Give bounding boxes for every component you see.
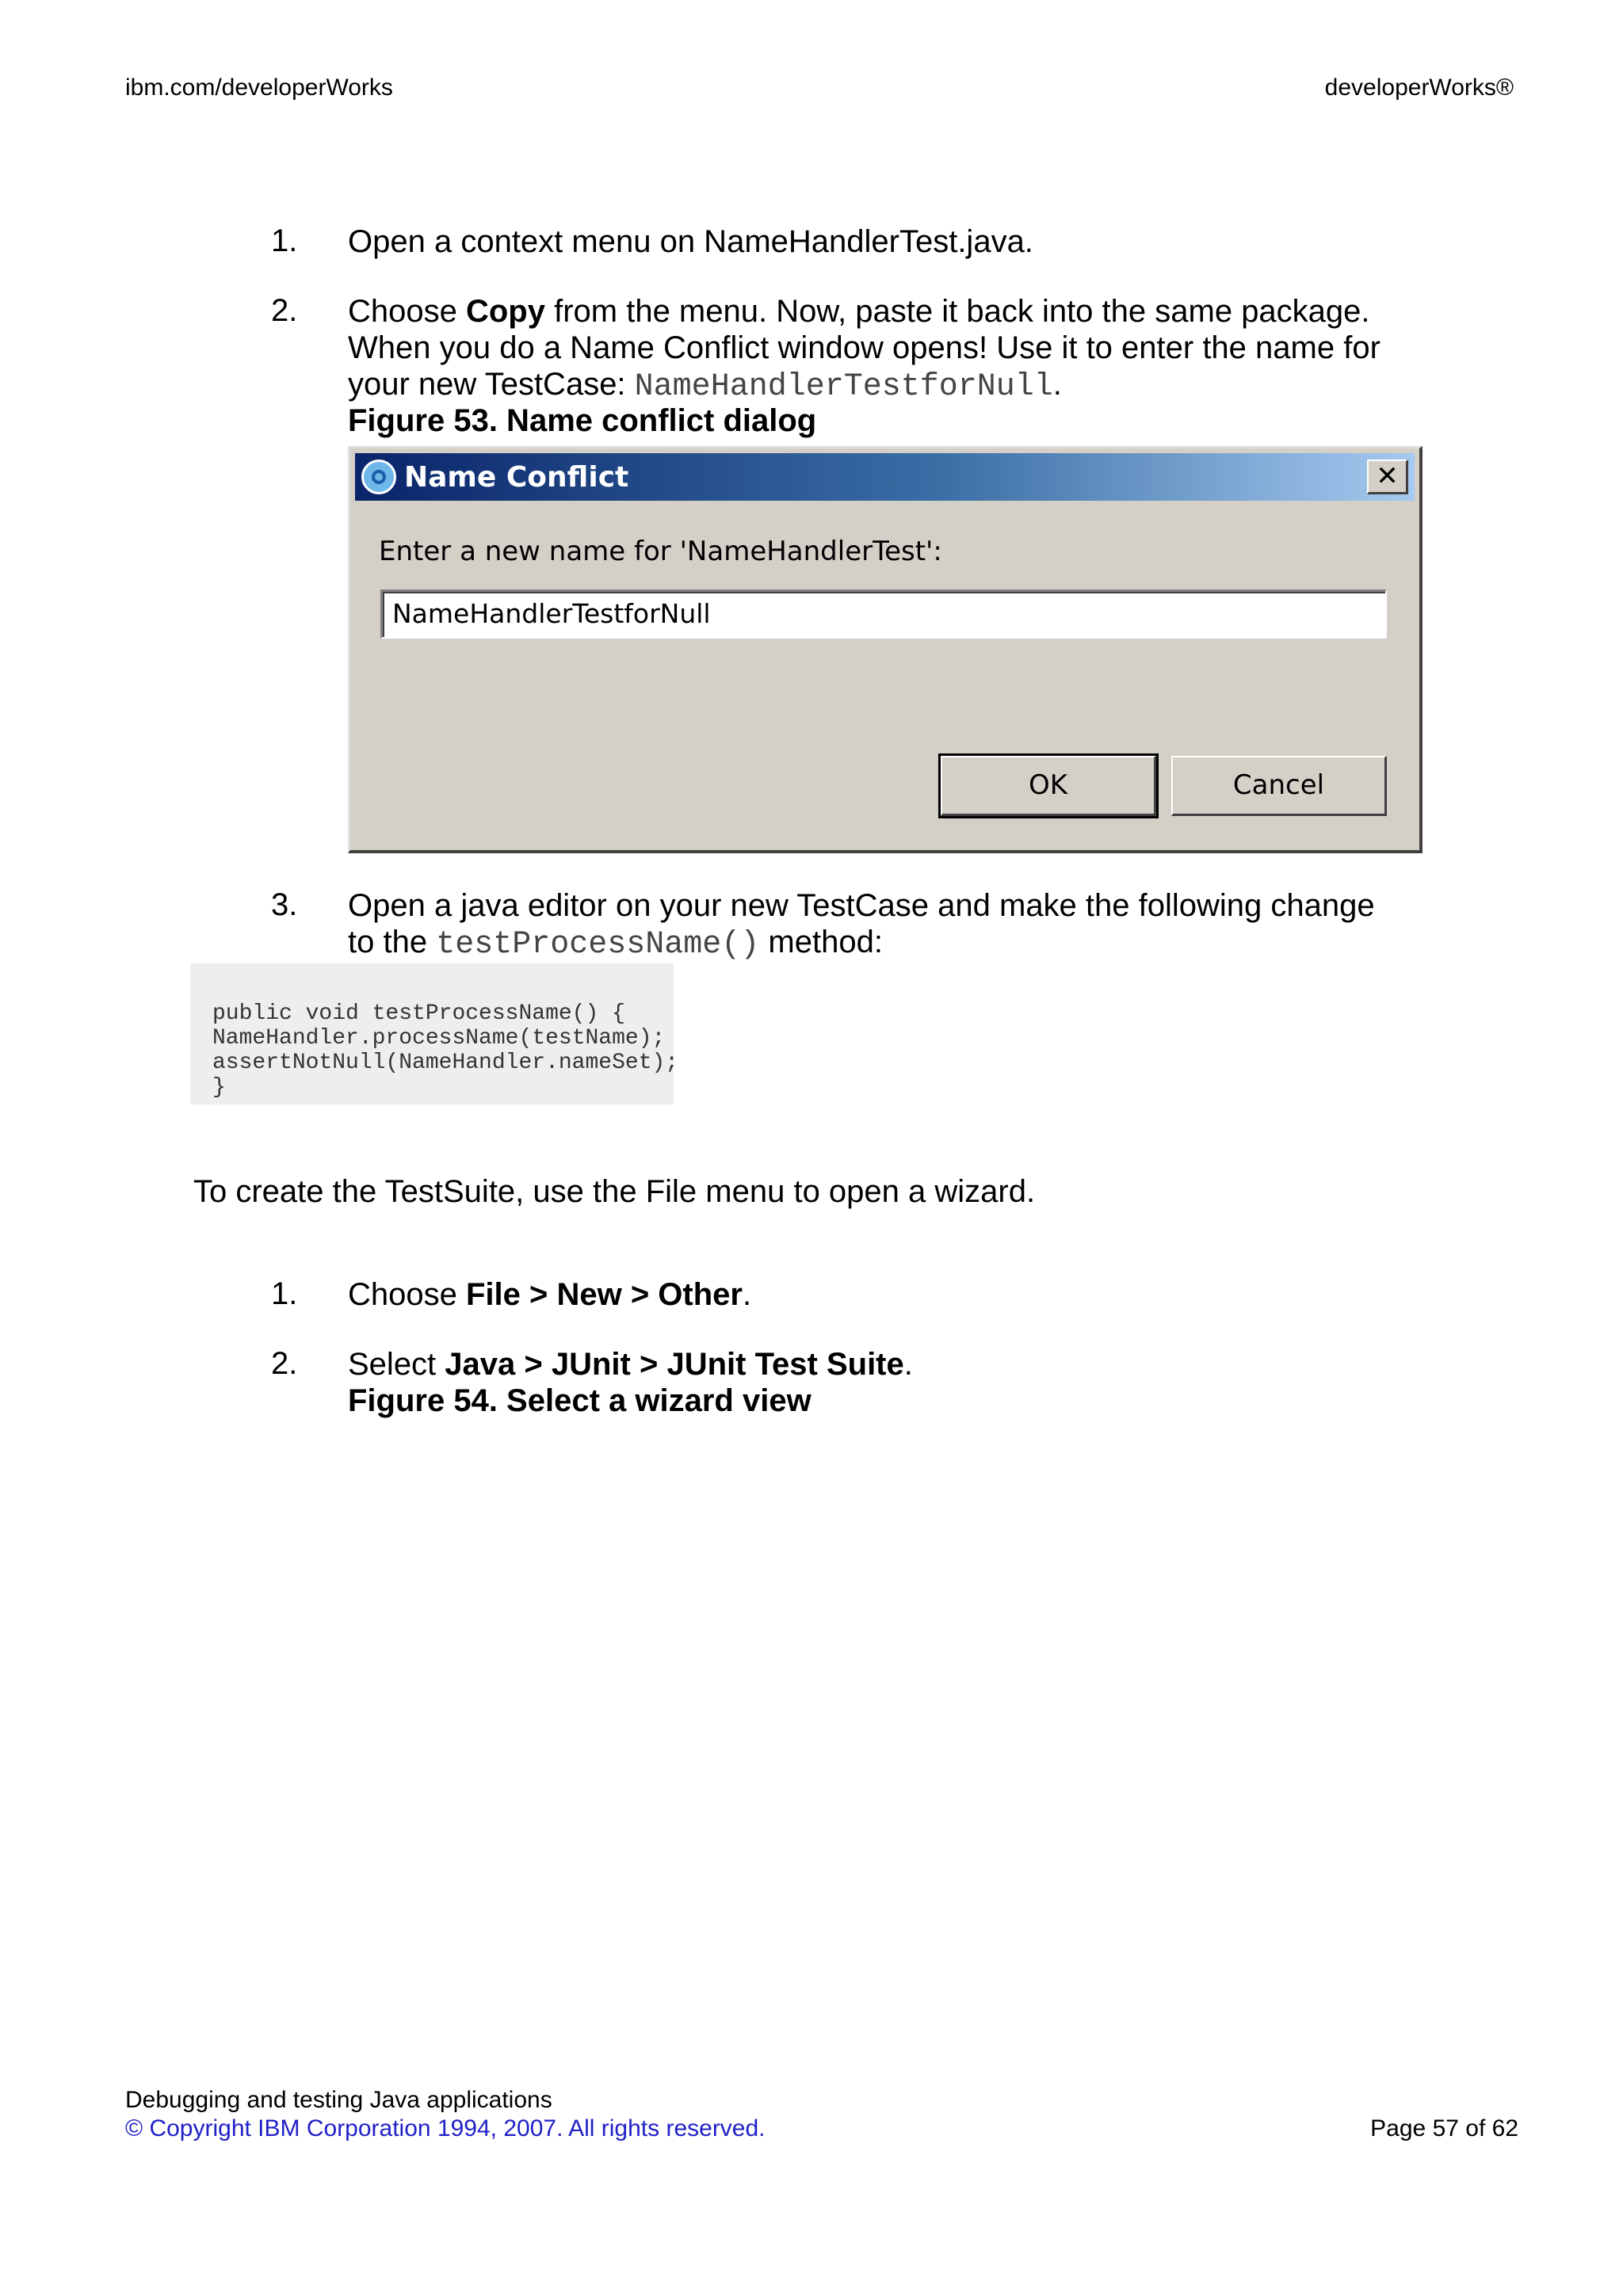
footer-title: Debugging and testing Java applications: [125, 2087, 552, 2113]
step-text: Open a context menu on NameHandlerTest.java.: [348, 224, 1033, 259]
step-text: Choose Copy from the menu. Now, paste it back into the same package. When you do a Name Conflict window opens! Use it to enter the name for your new TestCase: NameHandlerTestforNull.: [348, 294, 1381, 405]
step-text: Choose File > New > Other.: [348, 1277, 752, 1312]
paragraph: To create the TestSuite, use the File menu to open a wizard.: [193, 1174, 1036, 1209]
menu-copy-label: Copy: [465, 294, 545, 329]
ok-button[interactable]: OK: [941, 756, 1156, 816]
step-number: 3.: [271, 887, 298, 922]
new-name-input[interactable]: NameHandlerTestforNull: [380, 589, 1387, 639]
step-number: 1.: [271, 223, 298, 258]
name-conflict-dialog: [348, 446, 1423, 853]
dialog-title: Name Conflict: [404, 461, 629, 494]
inline-code: testProcessName(): [436, 927, 760, 963]
copyright-link[interactable]: © Copyright IBM Corporation 1994, 2007. All rights reserved.: [125, 2115, 766, 2142]
step-number: 1.: [271, 1276, 298, 1311]
dialog-titlebar[interactable]: [355, 453, 1415, 501]
step-text: Select Java > JUnit > JUnit Test Suite.: [348, 1347, 913, 1382]
step-number: 2.: [271, 293, 298, 328]
figure-caption: Figure 53. Name conflict dialog: [348, 403, 817, 438]
code-text: public void testProcessName() { NameHandler.processName(testName); assertNotNull(NameHandler.nameSet); }: [212, 1001, 679, 1100]
cancel-button[interactable]: Cancel: [1171, 756, 1387, 816]
close-button[interactable]: ✕: [1367, 460, 1408, 494]
header-brand: developerWorks®: [1324, 74, 1514, 101]
code-block: [190, 963, 679, 1104]
step-text: Open a java editor on your new TestCase and make the following change to the testProcessName() method:: [348, 888, 1375, 963]
eclipse-icon: [361, 460, 396, 494]
dialog-prompt: Enter a new name for 'NameHandlerTest':: [379, 536, 942, 567]
figure-caption: Figure 54. Select a wizard view: [348, 1383, 812, 1418]
inline-code: NameHandlerTestforNull: [634, 369, 1053, 405]
step-number: 2.: [271, 1346, 298, 1381]
page-number: Page 57 of 62: [1370, 2115, 1518, 2142]
header-site-url: ibm.com/developerWorks: [125, 74, 393, 101]
